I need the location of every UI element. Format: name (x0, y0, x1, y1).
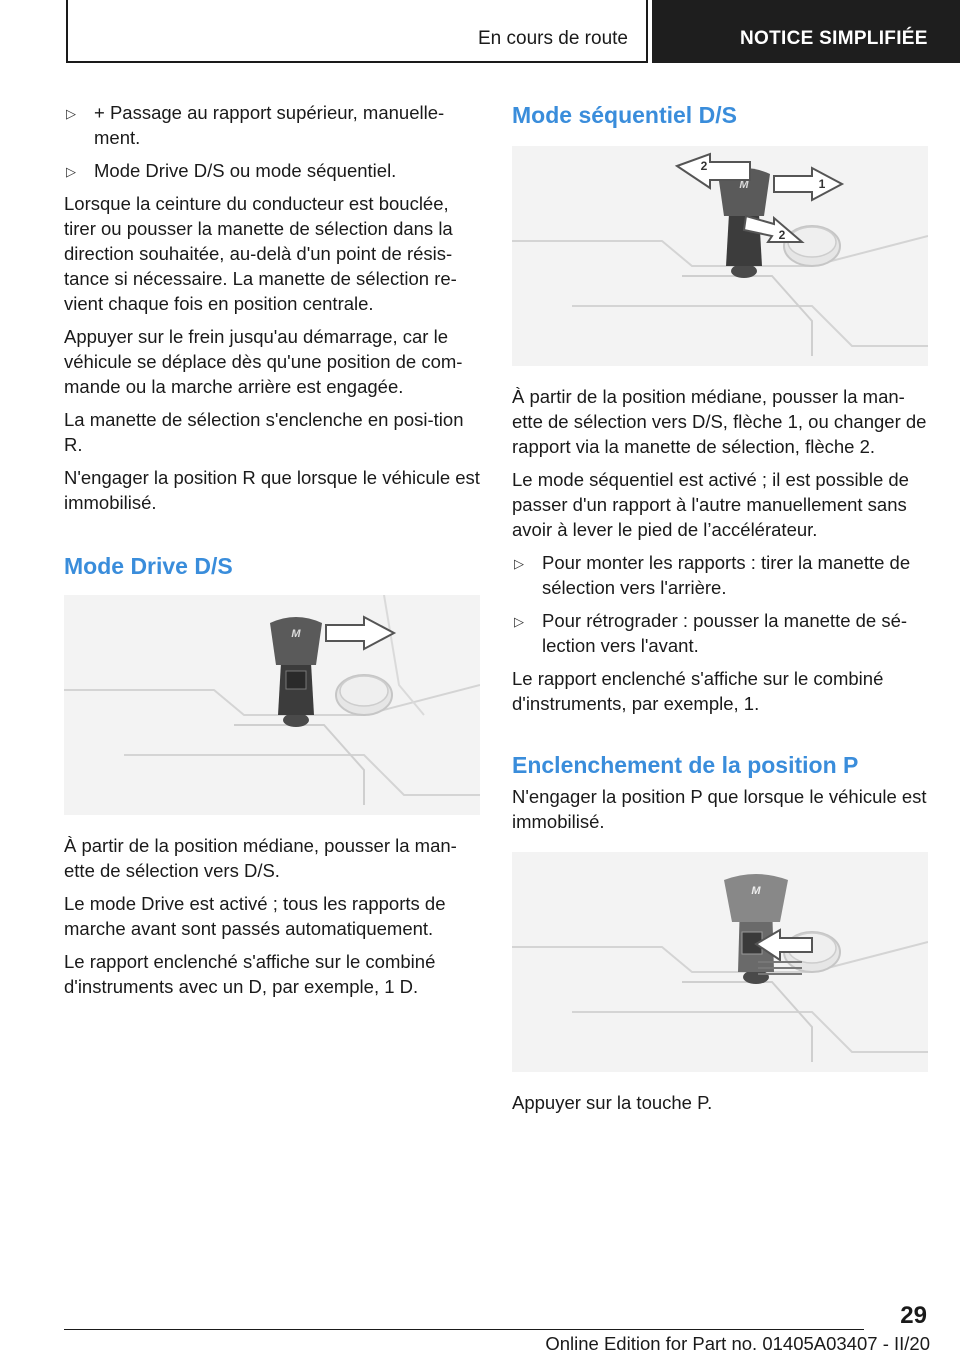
paragraph: Lorsque la ceinture du conducteur est bouclée, tirer ou pousser la manette de sélection dans la direction souhaitée, au-delà d'un point de résis-tance si nécessaire. La manette de sélection re-vient chaque fois en position centrale. (64, 193, 457, 314)
triangle-right-outline-icon: ▷ (66, 164, 76, 179)
triangle-right-outline-icon: ▷ (66, 106, 76, 121)
list-item (64, 100, 480, 150)
list-item (64, 158, 480, 183)
park-button-illustration (512, 852, 928, 1072)
list-item-text: Mode Drive D/S ou mode séquentiel. (94, 160, 397, 181)
header-section-title: En cours de route (478, 28, 628, 49)
paragraph: Le rapport enclenché s'affiche sur le combiné d'instruments, par exemple, 1. (512, 668, 884, 714)
list-item-text: Pour monter les rapports : tirer la manette de sélection vers l'arrière. (542, 552, 911, 598)
paragraph: Appuyer sur le frein jusqu'au démarrage, car le véhicule se déplace dès qu'une position de com-mande ou la marche arrière est engagée. (64, 326, 463, 397)
gear-selector-illustration (64, 595, 480, 815)
left-column (64, 100, 480, 1007)
footer-divider (64, 1329, 864, 1330)
section-heading-drive: Mode Drive D/S (64, 553, 233, 579)
svg-text:M: M (291, 628, 301, 640)
header-tab (652, 0, 960, 63)
figure-caption: Appuyer sur la touche P. (512, 1092, 713, 1113)
gear-selector-sequential-illustration (512, 146, 928, 366)
figure-sequential-mode (512, 146, 928, 366)
section-heading-park: Enclenchement de la position P (512, 752, 859, 778)
footer-edition: Online Edition for Part no. 01405A03407 - II/20 (545, 1333, 930, 1354)
section-heading-sequential: Mode séquentiel D/S (512, 102, 737, 128)
list-item-text: Pour rétrograder : pousser la manette de sé-lection vers l'avant. (542, 610, 908, 656)
paragraph: N'engager la position R que lorsque le véhicule est immobilisé. (64, 467, 480, 513)
paragraph: À partir de la position médiane, pousser la man-ette de sélection vers D/S, flèche 1, ou changer de rapport via la manette de sélection, flèche 2. (512, 386, 927, 457)
figure-drive-mode (64, 595, 480, 815)
paragraph: La manette de sélection s'enclenche en posi-tion R. (64, 409, 464, 455)
list-item (512, 550, 928, 600)
paragraph: N'engager la position P que lorsque le véhicule est immobilisé. (512, 786, 927, 832)
header-tab-label: NOTICE SIMPLIFIÉE (740, 28, 928, 49)
paragraph: Le rapport enclenché s'affiche sur le combiné d'instruments avec un D, par exemple, 1 D. (64, 951, 436, 997)
arrow-label: 2 (700, 159, 708, 173)
triangle-right-outline-icon: ▷ (514, 614, 524, 629)
paragraph: À partir de la position médiane, pousser la man-ette de sélection vers D/S. (64, 835, 457, 881)
arrow-label: 2 (778, 228, 786, 242)
svg-text:M: M (751, 885, 761, 897)
list-item (512, 608, 928, 658)
page-number: 29 (900, 1302, 927, 1329)
arrow-label: 1 (818, 177, 826, 191)
paragraph: Le mode Drive est activé ; tous les rapports de marche avant sont passés automatiquement. (64, 893, 446, 939)
paragraph: Le mode séquentiel est activé ; il est possible de passer d'un rapport à l'autre manuellement sans avoir à lever le pied de l’accélérateur. (512, 469, 909, 540)
triangle-right-outline-icon: ▷ (514, 556, 524, 571)
figure-park-button (512, 852, 928, 1072)
svg-text:M: M (739, 179, 749, 191)
list-item-text: + Passage au rapport supérieur, manuelle-ment. (94, 102, 445, 148)
right-column (512, 100, 928, 1123)
